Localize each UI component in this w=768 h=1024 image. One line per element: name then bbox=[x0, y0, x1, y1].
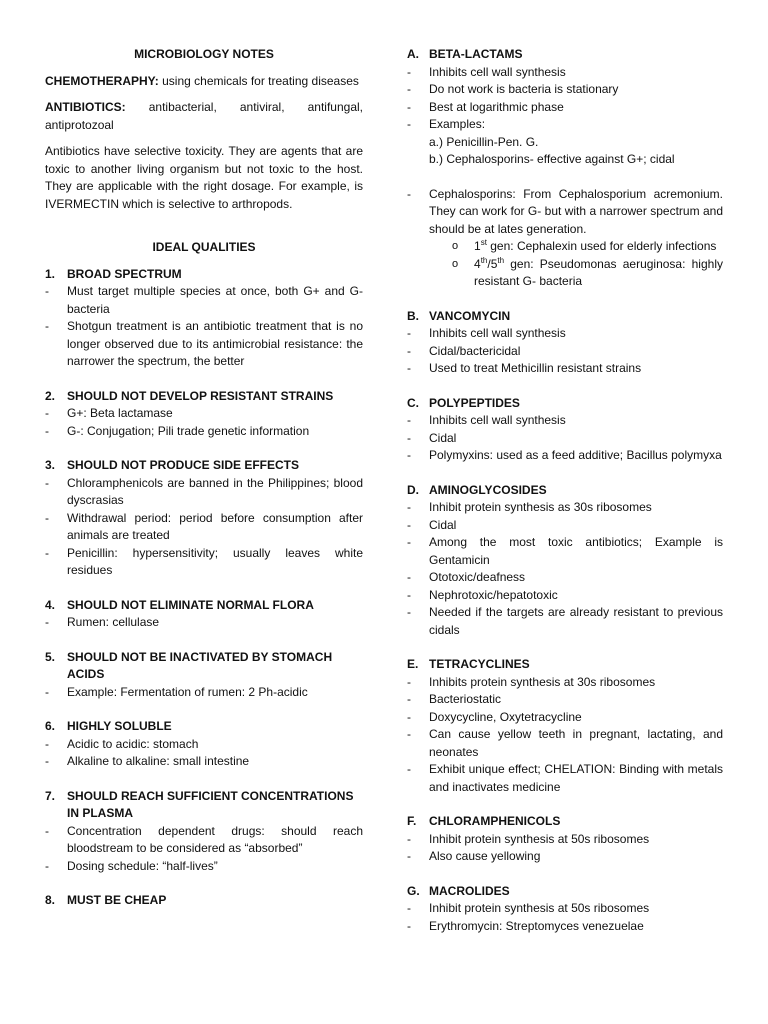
section-number: 4. bbox=[45, 597, 56, 612]
section-heading bbox=[45, 457, 363, 475]
list-item: - G-: Conjugation; Pili trade genetic information bbox=[45, 423, 363, 441]
section-heading bbox=[407, 813, 723, 831]
example-line: b.) Cephalosporins- effective against G+; cidal bbox=[429, 152, 675, 166]
section-heading bbox=[407, 883, 723, 901]
section-number: E. bbox=[407, 657, 419, 671]
section-title: BETA-LACTAMS bbox=[429, 47, 523, 61]
ideal-quality-3 bbox=[45, 457, 363, 580]
list-item: - Withdrawal period: period before consumption after animals are treated bbox=[45, 510, 363, 545]
section-heading bbox=[407, 482, 723, 500]
list-item: - Inhibits protein synthesis at 30s ribosomes bbox=[407, 674, 723, 692]
bullet-list bbox=[45, 823, 363, 876]
list-item: - Needed if the targets are already resistant to previous cidals bbox=[407, 604, 723, 639]
bullet-list bbox=[407, 499, 723, 639]
section-heading bbox=[407, 308, 723, 326]
section-number: F. bbox=[407, 814, 417, 828]
list-item: - Cidal bbox=[407, 430, 723, 448]
antibiotic-class-vancomycin bbox=[407, 308, 723, 378]
section-heading bbox=[45, 597, 363, 615]
list-item: - Doxycycline, Oxytetracycline bbox=[407, 709, 723, 727]
section-title: MUST BE CHEAP bbox=[67, 893, 167, 907]
ideal-quality-1 bbox=[45, 266, 363, 371]
list-item: - Ototoxic/deafness bbox=[407, 569, 723, 587]
list-item: - Dosing schedule: “half-lives” bbox=[45, 858, 363, 876]
ideal-quality-2 bbox=[45, 388, 363, 441]
document-title: MICROBIOLOGY NOTES bbox=[134, 47, 274, 61]
section-number: A. bbox=[407, 47, 419, 61]
definition-term: ANTIBIOTICS: bbox=[45, 100, 126, 114]
list-item: - Inhibit protein synthesis as 30s ribosomes bbox=[407, 499, 723, 517]
bullet-list bbox=[45, 736, 363, 771]
list-item: - Concentration dependent drugs: should reach bloodstream to be considered as “absorbed” bbox=[45, 823, 363, 858]
section-heading bbox=[45, 788, 363, 823]
section-title: MACROLIDES bbox=[429, 883, 510, 898]
generation-item: o 1st gen: Cephalexin used for elderly infections bbox=[474, 238, 723, 256]
bullet-list bbox=[407, 674, 723, 797]
section-number: C. bbox=[407, 395, 419, 410]
section-number: 8. bbox=[45, 893, 56, 907]
section-number: 6. bbox=[45, 719, 56, 733]
antibiotic-class-macrolides bbox=[407, 883, 723, 936]
section-number: 2. bbox=[45, 388, 56, 403]
section-title: TETRACYCLINES bbox=[429, 657, 530, 671]
bullet-list bbox=[407, 831, 723, 866]
list-item: - Best at logarithmic phase bbox=[407, 99, 723, 117]
ideal-quality-8 bbox=[45, 892, 363, 910]
list-item: - Example: Fermentation of rumen: 2 Ph-acidic bbox=[45, 684, 363, 702]
list-item: - Acidic to acidic: stomach bbox=[45, 736, 363, 754]
definition-text: using chemicals for treating diseases bbox=[162, 73, 359, 88]
list-item: - Also cause yellowing bbox=[407, 848, 723, 866]
list-item bbox=[407, 116, 723, 169]
list-item: - Inhibit protein synthesis at 50s ribosomes bbox=[407, 900, 723, 918]
list-item: - Cephalosporins: From Cephalosporium acremonium. They can work for G- but with a narrower spectrum and should be at lates generation. bbox=[407, 186, 723, 239]
bullet-list bbox=[45, 684, 363, 702]
bullet-list bbox=[407, 64, 723, 169]
list-item-text: - Examples: bbox=[429, 117, 486, 131]
section-title: AMINOGLYCOSIDES bbox=[429, 482, 547, 497]
bullet-list bbox=[45, 475, 363, 580]
section-number: 7. bbox=[45, 788, 56, 803]
section-number: 3. bbox=[45, 458, 56, 472]
list-item: - Polymyxins: used as a feed additive; Bacillus polymyxa bbox=[407, 447, 723, 465]
ideal-quality-7 bbox=[45, 788, 363, 876]
section-beta-lactams bbox=[407, 46, 723, 291]
section-title: SHOULD NOT DEVELOP RESISTANT STRAINS bbox=[67, 388, 334, 403]
ideal-quality-5 bbox=[45, 649, 363, 702]
bullet-list bbox=[407, 412, 723, 465]
right-column bbox=[407, 46, 723, 952]
list-item: - Erythromycin: Streptomyces venezuelae bbox=[407, 918, 723, 936]
bullet-list bbox=[407, 186, 723, 239]
list-item: - Inhibits cell wall synthesis bbox=[407, 325, 723, 343]
antibiotic-classes-list bbox=[407, 308, 723, 936]
ideal-quality-4 bbox=[45, 597, 363, 632]
list-item: - Cidal bbox=[407, 517, 723, 535]
section-title: SHOULD NOT PRODUCE SIDE EFFECTS bbox=[67, 458, 300, 472]
definition-antibiotics bbox=[45, 99, 363, 134]
antibiotic-class-chloramphenicols bbox=[407, 813, 723, 866]
section-title: CHLORAMPHENICOLS bbox=[429, 814, 561, 828]
ideal-quality-6 bbox=[45, 718, 363, 771]
section-title: HIGHLY SOLUBLE bbox=[67, 719, 172, 733]
list-item: - Penicillin: hypersensitivity; usually leaves white residues bbox=[45, 545, 363, 580]
antibiotic-class-polypeptides bbox=[407, 395, 723, 465]
list-item: - Inhibits cell wall synthesis bbox=[407, 412, 723, 430]
antibiotic-class-aminoglycosides bbox=[407, 482, 723, 640]
generation-list bbox=[407, 238, 723, 291]
bullet-list bbox=[45, 614, 363, 632]
ideal-qualities-title: IDEAL QUALITIES bbox=[152, 240, 256, 254]
section-number: 1. bbox=[45, 266, 56, 281]
list-item: - Do not work is bacteria is stationary bbox=[407, 81, 723, 99]
definition-chemotherapy bbox=[45, 73, 363, 91]
section-title: SHOULD NOT ELIMINATE NORMAL FLORA bbox=[67, 597, 314, 612]
section-heading bbox=[45, 388, 363, 406]
list-item: - Among the most toxic antibiotics; Example is Gentamicin bbox=[407, 534, 723, 569]
section-title: SHOULD REACH SUFFICIENT CONCENTRATIONS IN PLASMA bbox=[67, 788, 354, 820]
list-item: - Nephrotoxic/hepatotoxic bbox=[407, 587, 723, 605]
list-item: - Inhibit protein synthesis at 50s ribosomes bbox=[407, 831, 723, 849]
list-item: - Bacteriostatic bbox=[407, 691, 723, 709]
section-number: 5. bbox=[45, 649, 56, 664]
list-item: - Used to treat Methicillin resistant strains bbox=[407, 360, 723, 378]
section-heading bbox=[45, 718, 363, 736]
list-item: - Cidal/bactericidal bbox=[407, 343, 723, 361]
definition-term: CHEMOTHERAPHY: bbox=[45, 73, 159, 88]
list-item: - Alkaline to alkaline: small intestine bbox=[45, 753, 363, 771]
section-title: POLYPEPTIDES bbox=[429, 395, 520, 410]
list-item: - Exhibit unique effect; CHELATION: Binding with metals and inactivates medicine bbox=[407, 761, 723, 796]
bullet-list bbox=[407, 325, 723, 378]
bullet-list bbox=[45, 405, 363, 440]
example-line: a.) Penicillin-Pen. G. bbox=[429, 134, 539, 149]
section-heading bbox=[407, 656, 723, 674]
section-heading bbox=[407, 46, 723, 64]
section-heading bbox=[45, 649, 363, 684]
section-title: SHOULD NOT BE INACTIVATED BY STOMACH ACIDS bbox=[67, 649, 333, 681]
list-item: - Chloramphenicols are banned in the Philippines; blood dyscrasias bbox=[45, 475, 363, 510]
section-number: D. bbox=[407, 482, 419, 497]
list-item: - Rumen: cellulase bbox=[45, 614, 363, 632]
definition-text: antibacterial, antiviral, antifungal, antiprotozoal bbox=[45, 100, 363, 132]
left-column bbox=[45, 46, 363, 927]
section-number: B. bbox=[407, 308, 419, 323]
section-title: BROAD SPECTRUM bbox=[67, 266, 182, 281]
list-item: - Shotgun treatment is an antibiotic treatment that is no longer observed due to its antimicrobial resistance: the narrower the spectrum, the better bbox=[45, 318, 363, 371]
intro-paragraph: Antibiotics have selective toxicity. They are agents that are toxic to another living organism but not toxic to the host. They are applicable with the right dosage. For example, is IVERMECTIN which is selective to arthropods. bbox=[45, 144, 363, 211]
antibiotic-class-tetracyclines bbox=[407, 656, 723, 796]
list-item: - Inhibits cell wall synthesis bbox=[407, 64, 723, 82]
section-heading bbox=[407, 395, 723, 413]
bullet-list bbox=[45, 283, 363, 371]
generation-item: o 4th/5th gen: Pseudomonas aeruginosa: highly resistant G- bacteria bbox=[474, 256, 723, 291]
list-item: - Must target multiple species at once, both G+ and G- bacteria bbox=[45, 283, 363, 318]
section-number: G. bbox=[407, 883, 420, 898]
bullet-list bbox=[407, 900, 723, 935]
ideal-qualities-list bbox=[45, 266, 363, 910]
section-title: VANCOMYCIN bbox=[429, 308, 511, 323]
section-heading bbox=[45, 892, 363, 910]
list-item: - G+: Beta lactamase bbox=[45, 405, 363, 423]
section-heading bbox=[45, 266, 363, 284]
list-item: - Can cause yellow teeth in pregnant, lactating, and neonates bbox=[407, 726, 723, 761]
